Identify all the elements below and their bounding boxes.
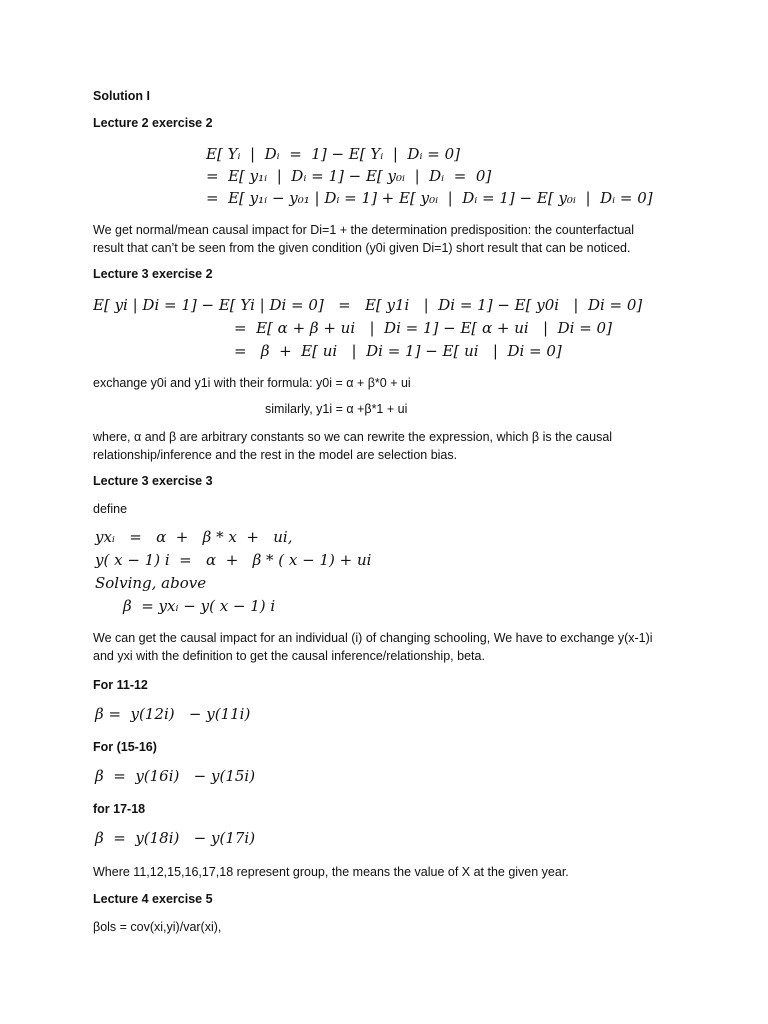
l4e5-ols-line: βols = cov(xi,yi)/var(xi), [93,920,222,934]
l3e3-equation-line-3: Solving, above [95,574,207,592]
case-equation-11-12: β = y(12i) − y(11i) [95,705,251,723]
lecture3-exercise3-heading: Lecture 3 exercise 3 [93,474,213,488]
case-equation-15-16: β = y(16i) − y(15i) [95,767,256,785]
l3e2-substitution-line: exchange y0i and y1i with their formula: y0i = α + β*0 + ui [93,376,411,390]
l3e2-paragraph-line-2: relationship/inference and the rest in the model are selection bias. [93,448,458,462]
lecture4-exercise5-heading: Lecture 4 exercise 5 [93,892,213,906]
l2e2-paragraph-line-2: result that can’t be seen from the given condition (y0i given Di=1) short result that can be noticed. [93,241,631,255]
case-label-17-18: for 17-18 [93,802,146,816]
l2e2-paragraph-line-1: We get normal/mean causal impact for Di=1 + the determination predisposition: the counterfactual [93,223,635,237]
l2e2-equation-line-1: E[ Yᵢ | Dᵢ = 1] − E[ Yᵢ | Dᵢ = 0] [206,145,460,163]
solution-title: Solution I [93,89,150,103]
l3e3-equation-line-4: β = yxᵢ − y( x − 1) i [123,597,276,615]
l2e2-equation-line-2: = E[ y₁ᵢ | Dᵢ = 1] − E[ y₀ᵢ | Dᵢ = 0] [206,167,492,185]
l3e3-paragraph-line-1: We can get the causal impact for an individual (i) of changing schooling, We have to exchange y(x-1)i [93,631,653,645]
case-equation-17-18: β = y(18i) − y(17i) [95,829,256,847]
l3e2-similarly-line: similarly, y1i = α +β*1 + ui [265,402,408,416]
l3e2-equation-line-2: = E[ α + β + ui | Di = 1] − E[ α + ui | Di = 0] [234,319,612,337]
l3e3-define-label: define [93,502,128,516]
case-label-11-12: For 11-12 [93,678,148,692]
l3e2-equation-line-3: = β + E[ ui | Di = 1] − E[ ui | Di = 0] [234,342,562,360]
l3e3-equation-line-2: y( x − 1) i = α + β * ( x − 1) + ui [95,551,372,569]
l3e2-paragraph-line-1: where, α and β are arbitrary constants so we can rewrite the expression, which β is the causal [93,430,613,444]
l3e2-equation-line-1: E[ yi | Di = 1] − E[ Yi | Di = 0] = E[ y1i | Di = 1] − E[ y0i | Di = 0] [93,296,643,314]
l3e3-paragraph-line-2: and yxi with the definition to get the causal inference/relationship, beta. [93,649,485,663]
lecture2-exercise2-heading: Lecture 2 exercise 2 [93,116,213,130]
case-label-15-16: For (15-16) [93,740,157,754]
l2e2-equation-line-3: = E[ y₁ᵢ − y₀₁ | Dᵢ = 1] + E[ y₀ᵢ | Dᵢ = 1] − E[ y₀ᵢ | Dᵢ = 0] [206,189,653,207]
lecture3-exercise2-heading: Lecture 3 exercise 2 [93,267,213,281]
l3e3-closing-line: Where 11,12,15,16,17,18 represent group, the means the value of X at the given year. [93,865,569,879]
l3e3-equation-line-1: yxᵢ = α + β * x + ui, [95,528,293,546]
